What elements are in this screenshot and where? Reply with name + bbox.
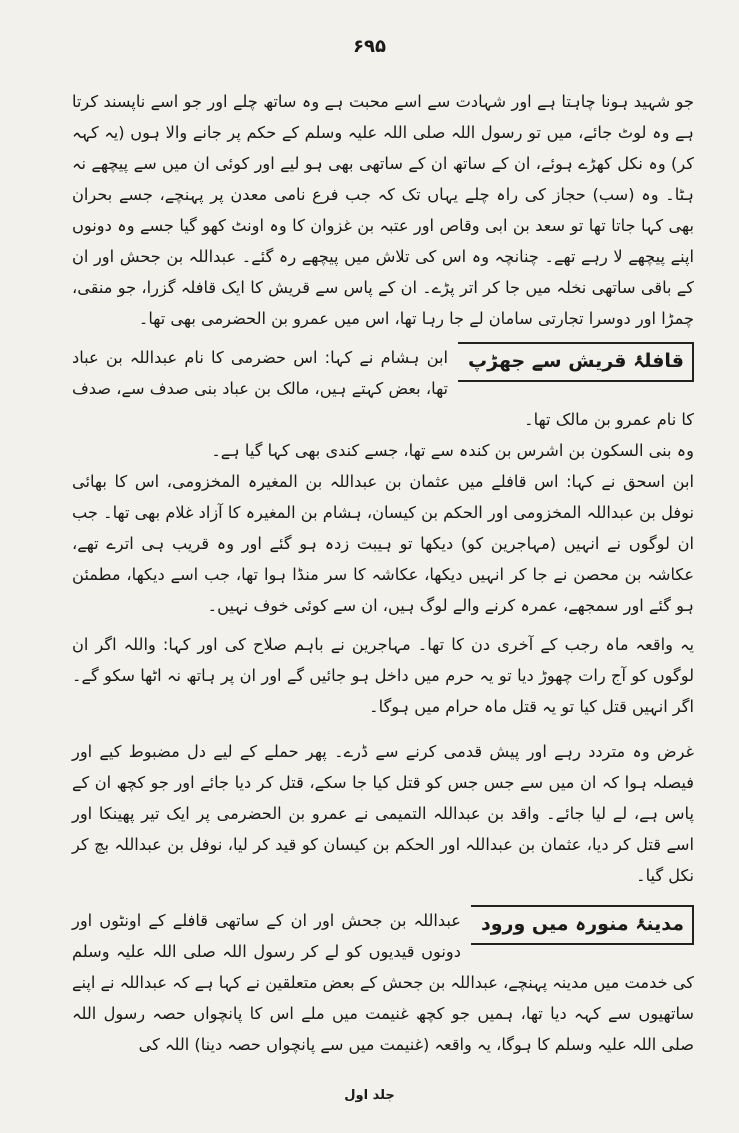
ibn-ishaq-paragraph: ابن اسحق نے کہا: اس قافلے میں عثمان بن عبداللہ بن المغیرہ المخزومی، اس کا بھائی نوفل بن عبداللہ المخزومی اور الحکم بن کیسان، ہشام بن المغیرہ کا آزاد غلام بھی تھا۔ جب ان لوگوں نے انہیں (مہاجرین کو) دیکھا تو ہیبت زدہ ہو گئے اور وہ قریب ہی اترے تھے، عکاشہ بن محصن نے جا کر انہیں دیکھا، عکاشہ کا سر منڈا ہوا تھا، جب اسے دیکھا، مطمئن ہو گئے اور سمجھے، عمرہ کرنے والے لوگ ہیں، ان سے کوئی خوف نہیں۔: [72, 472, 694, 615]
qafila-paragraph-2: وہ بنی السکون بن اشرس بن کندہ سے تھا، جسے کندی بھی کہا گیا ہے۔: [211, 441, 694, 460]
qafila-section: [72, 342, 694, 466]
page-body: [72, 86, 694, 1060]
qafila-heading: قافلۂ قریش سے جھڑپ: [458, 342, 694, 382]
intro-paragraph: جو شہید ہونا چاہتا ہے اور شہادت سے اسے محبت ہے وہ ساتھ چلے اور جو اسے ناپسند کرتا ہے وہ لوٹ جائے، میں تو رسول اللہ صلی اللہ علیہ وسلم کے حکم پر جانے والا ہوں (یہ کہہ کر) وہ نکل کھڑے ہوئے، ان کے ساتھ ان کے ساتھی بھی ہو لیے اور کوئی ان میں سے پیچھے نہ ہٹا۔ وہ (سب) حجاز کی راہ چلے یہاں تک کہ جب فرع نامی معدن پر پہنچے، جسے بحران بھی کہا جاتا تھا تو سعد بن ابی وقاص اور عتبہ بن غزوان کا وہ اونٹ کھو گیا جسے وہ دونوں اپنے پیچھے لا رہے تھے۔ چنانچہ وہ اس کی تلاش میں پیچھے رہ گئے۔ عبداللہ بن جحش اور ان کے باقی ساتھی نخلہ میں جا کر اتر پڑے۔ ان کے پاس سے قریش کا ایک قافلہ گزرا، جو منقی، چمڑا اور دوسرا تجارتی سامان لے جا رہا تھا، اس میں عمرو بن الحضرمی بھی تھا۔: [72, 92, 694, 328]
volume-footer: جلد اول: [344, 1088, 395, 1103]
madina-paragraph: عبداللہ بن جحش اور ان کے ساتھی قافلے کے اونٹوں اور دونوں قیدیوں کو لے کر رسول اللہ صلی اللہ علیہ وسلم کی خدمت میں مدینہ پہنچے، عبداللہ بن جحش کے بعض متعلقین نے کہا ہے کہ عبداللہ نے اپنے ساتھیوں سے کہہ دیا تھا، ہمیں جو کچھ غنیمت میں ملے اس کا پانچواں حصہ رسول اللہ صلی اللہ علیہ وسلم کا ہوگا، یہ واقعہ (غنیمت میں سے پانچواں حصہ دینا) اللہ کی: [72, 911, 694, 1054]
page-number: ۶۹۵: [353, 36, 386, 57]
rajab-paragraph: یہ واقعہ ماہ رجب کے آخری دن کا تھا۔ مہاجرین نے باہم صلاح کی اور کہا: واللہ اگر ان لوگوں کو آج رات چھوڑ دیا تو یہ حرم میں داخل ہو جائیں گے اور ان پر ہاتھ نہ اٹھا سکو گے۔ اگر انہیں قتل کیا تو یہ قتل ماہ حرام میں ہوگا۔: [72, 635, 694, 716]
qafila-paragraph-1: ابن ہشام نے کہا: اس حضرمی کا نام عبداللہ بن عباد تھا، بعض کہتے ہیں، مالک بن عباد بنی صدف سے، صدف کا نام عمرو بن مالک تھا۔: [72, 348, 694, 429]
gharaz-paragraph: غرض وہ متردد رہے اور پیش قدمی کرنے سے ڈرے۔ پھر حملے کے لیے دل مضبوط کیے اور فیصلہ ہوا کہ ان میں سے جس جس کو قتل کیا جا سکے، قتل کر دیا جائے اور جو کچھ ان کے پاس ہے، لے لیا جائے۔ واقد بن عبداللہ التمیمی نے عمرو بن الحضرمی پر ایک تیر پھینکا اور اسے قتل کر دیا، عثمان بن عبداللہ اور الحکم بن کیسان کو قید کر لیا، نوفل بن عبداللہ بچ کر نکل گیا۔: [72, 742, 694, 885]
madina-heading: مدینۂ منورہ میں ورود: [471, 905, 694, 945]
madina-section: [72, 905, 694, 1060]
